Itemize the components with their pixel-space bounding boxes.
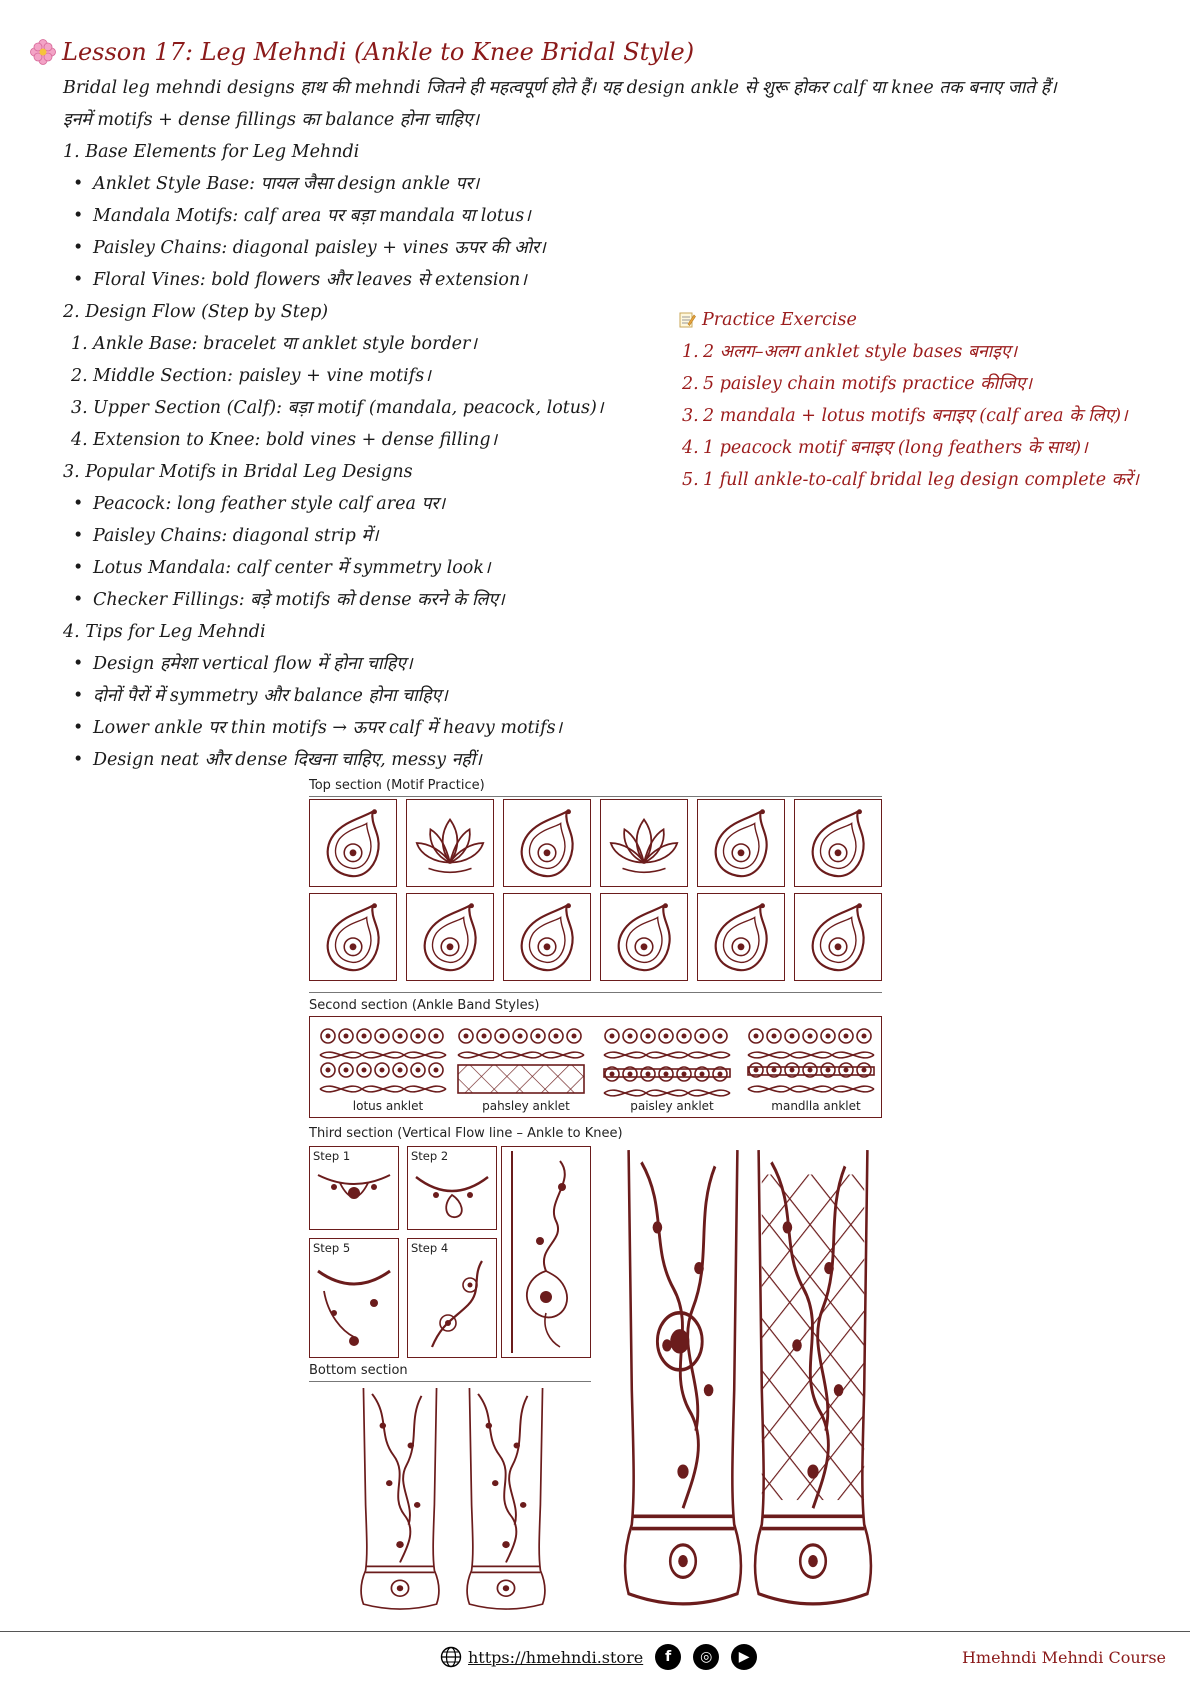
leg-design-vine	[619, 1146, 747, 1614]
instagram-icon[interactable]: ◎	[693, 1644, 719, 1670]
list-item-text: 1 peacock motif बनाइए (long feathers के साथ)।	[703, 438, 1088, 458]
list-item-text: Middle Section: paisley + vine motifs।	[93, 366, 431, 386]
list-item: • दोनों पैरों में symmetry और balance होना चाहिए।	[63, 680, 1173, 712]
step-motif	[314, 1165, 394, 1225]
motif-tile	[794, 799, 882, 887]
step-box	[407, 1146, 497, 1230]
motif-tile	[600, 893, 688, 981]
band-caption: pahsley anklet	[482, 1099, 570, 1113]
facebook-icon[interactable]: f	[655, 1644, 681, 1670]
list-item: 3. Upper Section (Calf): बड़ा motif (mandala, peacock, lotus)।	[71, 398, 604, 418]
step-label: Step 1	[313, 1149, 351, 1163]
list-item: 1. 2 अलग–अलग anklet style bases बनाइए।	[682, 342, 1018, 362]
practice-heading	[678, 304, 1178, 336]
motif-tile	[503, 893, 591, 981]
list-item: • Floral Vines: bold flowers और leaves से extension।	[63, 264, 1173, 296]
motif-tile	[794, 893, 882, 981]
step-label: Step 2	[411, 1149, 449, 1163]
paisley-motif	[504, 800, 590, 886]
intro-line-1: Bridal leg mehndi designs हाथ की mehndi जितने ही महत्वपूर्ण होते हैं। यह design ankle से शुरू होकर calf या knee तक बनाए जाते हैं।	[63, 78, 1057, 98]
motif-tile	[406, 893, 494, 981]
paisley-motif	[407, 894, 493, 980]
divider	[309, 992, 882, 993]
motif-tile	[309, 893, 397, 981]
section-heading-tips: 4. Tips for Leg Mehndi	[63, 622, 266, 642]
footer-brand: Hmehndi Mehndi Course	[961, 1648, 1166, 1667]
lesson-title	[30, 38, 694, 66]
list-item: 4. Extension to Knee: bold vines + dense filling।	[71, 430, 498, 450]
footer	[0, 1631, 1190, 1684]
tips-list	[63, 648, 1173, 776]
footer-links	[440, 1644, 757, 1670]
list-item: • Design हमेशा vertical flow में होना चाहिए।	[63, 648, 1173, 680]
practice-heading-text: Practice Exercise	[702, 310, 857, 330]
paisley-motif	[698, 800, 784, 886]
pahsley-anklet-band	[456, 1025, 586, 1097]
step-motif	[314, 1257, 394, 1353]
lotus-motif	[601, 800, 687, 886]
leg-design-left	[357, 1386, 443, 1614]
list-item: 1. Ankle Base: bracelet या anklet style border।	[71, 334, 478, 354]
youtube-icon[interactable]: ▶	[731, 1644, 757, 1670]
practice-exercise	[678, 304, 1178, 496]
practice-list	[678, 336, 1178, 496]
list-item: 4. 1 peacock motif बनाइए (long feathers के साथ)।	[682, 438, 1088, 458]
mehndi-practice-sheet	[303, 776, 888, 1616]
section-heading-popular-motifs: 3. Popular Motifs in Bridal Leg Designs	[63, 462, 413, 482]
website-link[interactable]: https://hmehndi.store	[468, 1647, 644, 1667]
memo-icon	[678, 311, 696, 329]
step-box	[309, 1238, 399, 1358]
paisley-motif	[795, 800, 881, 886]
www-globe-icon	[440, 1646, 462, 1668]
list-item-text: Upper Section (Calf): बड़ा motif (mandala, peacock, lotus)।	[93, 398, 604, 418]
step-box	[309, 1146, 399, 1230]
bottom-section-label: Bottom section	[309, 1363, 408, 1378]
step-box	[407, 1238, 497, 1358]
paisley-motif	[504, 894, 590, 980]
list-item: • Paisley Chains: diagonal paisley + vines ऊपर की ओर।	[63, 232, 1173, 264]
list-item: 2. Middle Section: paisley + vine motifs।	[71, 366, 431, 386]
peacock-flow-box	[501, 1146, 591, 1358]
list-item: • Checker Fillings: बड़े motifs को dense करने के लिए।	[63, 584, 1173, 616]
list-item: • Peacock: long feather style calf area पर।	[63, 488, 1173, 520]
list-item-text: Ankle Base: bracelet या anklet style border।	[93, 334, 478, 354]
paisley-anklet-band	[602, 1025, 732, 1097]
list-item-text: 5 paisley chain motifs practice कीजिए।	[703, 374, 1032, 394]
top-section-label: Top section (Motif Practice)	[309, 778, 485, 793]
lesson-title-text: Lesson 17: Leg Mehndi (Ankle to Knee Bridal Style)	[62, 38, 695, 66]
mandlla-anklet-band	[746, 1025, 876, 1097]
paisley-motif	[601, 894, 687, 980]
list-item: • Mandala Motifs: calf area पर बड़ा mandala या lotus।	[63, 200, 1173, 232]
step-label: Step 4	[411, 1241, 449, 1255]
step-motif	[412, 1257, 492, 1353]
motif-tile	[600, 799, 688, 887]
list-item: • Lotus Mandala: calf center में symmetry look।	[63, 552, 1173, 584]
paisley-motif	[310, 894, 396, 980]
ankle-band-panel	[309, 1016, 882, 1118]
flower-icon	[30, 39, 56, 65]
motif-tile	[697, 799, 785, 887]
motif-tile	[503, 799, 591, 887]
motif-tile	[309, 799, 397, 887]
popular-motifs-list	[63, 488, 1173, 616]
paisley-motif	[698, 894, 784, 980]
step-motif	[412, 1165, 492, 1225]
list-item-text: 2 अलग–अलग anklet style bases बनाइए।	[703, 342, 1018, 362]
band-caption: lotus anklet	[352, 1099, 424, 1113]
band-caption: mandlla anklet	[771, 1099, 861, 1113]
list-item: • Lower ankle पर thin motifs → ऊपर calf में heavy motifs।	[63, 712, 1173, 744]
divider	[309, 1381, 591, 1382]
list-item: • Anklet Style Base: पायल जैसा design ankle पर।	[63, 168, 1173, 200]
motif-tile	[406, 799, 494, 887]
divider	[309, 796, 882, 797]
intro-line-2: इनमें motifs + dense fillings का balance होना चाहिए।	[63, 110, 480, 130]
section-heading-design-flow: 2. Design Flow (Step by Step)	[63, 302, 329, 322]
list-item: • Design neat और dense दिखना चाहिए, messy नहीं।	[63, 744, 1173, 776]
lotus-anklet-band	[318, 1025, 448, 1097]
band-caption: paisley anklet	[630, 1099, 714, 1113]
list-item-text: 1 full ankle-to-calf bridal leg design complete करें।	[703, 470, 1139, 490]
list-item-text: Extension to Knee: bold vines + dense filling।	[93, 430, 498, 450]
list-item: 5. 1 full ankle-to-calf bridal leg design complete करें।	[682, 470, 1139, 490]
third-section-label: Third section (Vertical Flow line – Ankle to Knee)	[309, 1126, 623, 1141]
list-item-text: 2 mandala + lotus motifs बनाइए (calf area के लिए)।	[703, 406, 1128, 426]
second-section-label: Second section (Ankle Band Styles)	[309, 998, 540, 1013]
step-label: Step 5	[313, 1241, 351, 1255]
section-heading-base-elements: 1. Base Elements for Leg Mehndi	[63, 142, 360, 162]
list-item: • Paisley Chains: diagonal strip में।	[63, 520, 1173, 552]
paisley-motif	[310, 800, 396, 886]
paisley-motif	[795, 894, 881, 980]
lotus-motif	[407, 800, 493, 886]
motif-tile	[697, 893, 785, 981]
list-item: 3. 2 mandala + lotus motifs बनाइए (calf area के लिए)।	[682, 406, 1128, 426]
peacock-motif	[506, 1151, 586, 1353]
list-item: 2. 5 paisley chain motifs practice कीजिए।	[682, 374, 1032, 394]
leg-design-right	[463, 1386, 549, 1614]
base-elements-list	[63, 168, 1173, 296]
leg-design-checker	[749, 1146, 877, 1614]
